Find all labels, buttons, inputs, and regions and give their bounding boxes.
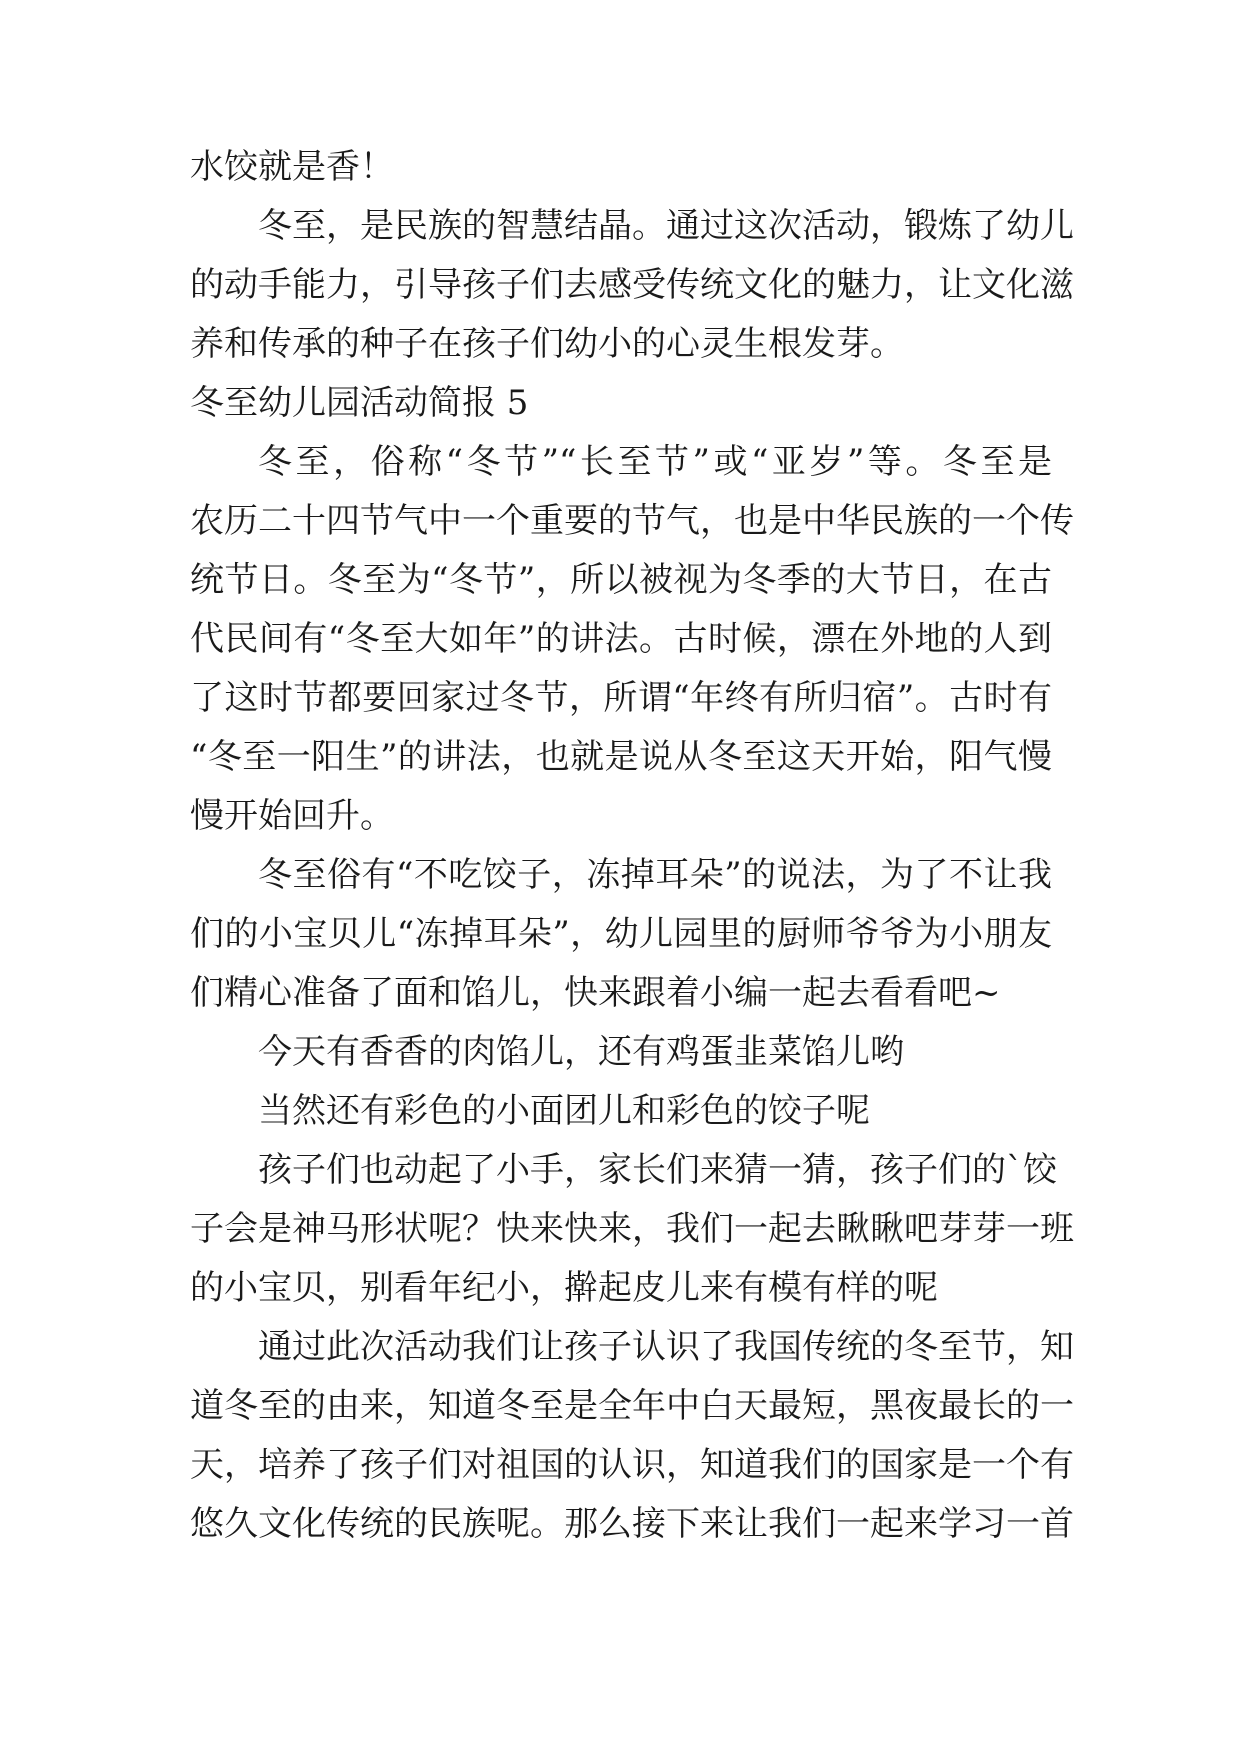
text-line: 通过此次活动我们让孩子认识了我国传统的冬至节，知 <box>258 1327 1074 1367</box>
document-body <box>190 138 1074 1554</box>
text-line: 的动手能力，引导孩子们去感受传统文化的魅力，让文化滋 <box>190 265 1074 305</box>
paragraph-summary <box>190 197 1074 374</box>
text-line: 们的小宝贝儿“冻掉耳朵”，幼儿园里的厨师爷爷为小朋友 <box>190 914 1052 954</box>
paragraph-closing-line <box>190 138 1052 197</box>
text-line: 天，培养了孩子们对祖国的认识，知道我们的国家是一个有 <box>190 1445 1074 1485</box>
text-line: 们精心准备了面和馅儿，快来跟着小编一起去看看吧~ <box>190 973 1001 1013</box>
text-line: 冬至俗有“不吃饺子，冻掉耳朵”的说法，为了不让我 <box>258 855 1052 895</box>
text-line: 今天有香香的肉馅儿，还有鸡蛋韭菜馅儿哟 <box>258 1032 904 1072</box>
text-line: 冬至，俗称“冬节”“长至节”或“亚岁”等。冬至是 <box>258 442 1052 482</box>
paragraph-colored-dough <box>190 1082 1052 1141</box>
text-line: 悠久文化传统的民族呢。那么接下来让我们一起来学习一首 <box>190 1504 1074 1544</box>
paragraph-conclusion <box>190 1318 1074 1554</box>
text-line: 的小宝贝，别看年纪小，擀起皮儿来有模有样的呢 <box>190 1268 938 1308</box>
paragraph-custom <box>190 846 1052 1023</box>
text-line: 养和传承的种子在孩子们幼小的心灵生根发芽。 <box>190 324 904 364</box>
text-line: 了这时节都要回家过冬节，所谓“年终有所归宿”。古时有 <box>190 678 1052 718</box>
text-line: 统节日。冬至为“冬节”，所以被视为冬季的大节日，在古 <box>190 560 1052 600</box>
paragraph-children-activity <box>190 1141 1074 1318</box>
text-line: 农历二十四节气中一个重要的节气，也是中华民族的一个传 <box>190 501 1074 541</box>
heading-text: 冬至幼儿园活动简报 5 <box>190 383 529 423</box>
text-line: 孩子们也动起了小手，家长们来猜一猜，孩子们的`饺 <box>258 1150 1057 1190</box>
section-heading <box>190 374 1052 433</box>
paragraph-fillings <box>190 1023 1052 1082</box>
text-line: 冬至，是民族的智慧结晶。通过这次活动，锻炼了幼儿 <box>258 206 1074 246</box>
text-line: 当然还有彩色的小面团儿和彩色的饺子呢 <box>258 1091 870 1131</box>
text-line: 道冬至的由来，知道冬至是全年中白天最短，黑夜最长的一 <box>190 1386 1074 1426</box>
text-line: 子会是神马形状呢？快来快来，我们一起去瞅瞅吧芽芽一班 <box>190 1209 1074 1249</box>
text-line: “冬至一阳生”的讲法，也就是说从冬至这天开始，阳气慢 <box>190 737 1052 777</box>
text-line: 水饺就是香！ <box>190 147 394 187</box>
paragraph-intro <box>190 433 1074 846</box>
text-line: 慢开始回升。 <box>190 796 394 836</box>
text-line: 代民间有“冬至大如年”的讲法。古时候，漂在外地的人到 <box>190 619 1052 659</box>
